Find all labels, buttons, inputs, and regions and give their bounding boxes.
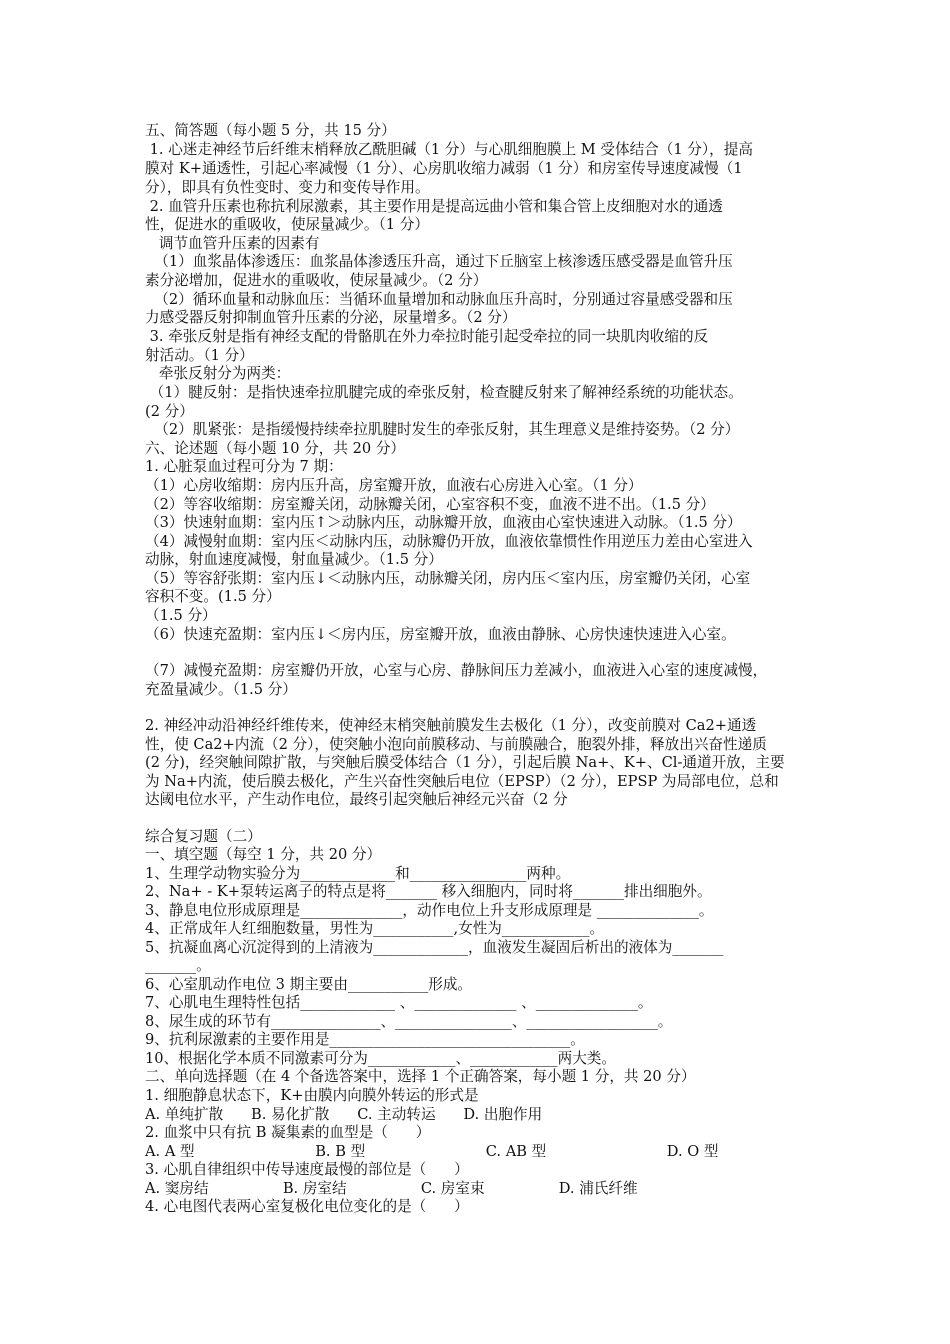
- options-line: A. A 型 B. B 型 C. AB 型 D. O 型: [145, 1143, 719, 1160]
- text-line: 3、静息电位形成原理是______________，动作电位上升支形成原理是 ______________。: [145, 902, 714, 919]
- question-line: 2. 血浆中只有抗 B 凝集素的血型是（ ）: [145, 1124, 431, 1141]
- text-line: （1）血浆晶体渗透压：血浆晶体渗透压升高，通过下丘脑室上核渗透压感受器是血管升压: [145, 253, 733, 270]
- text-line: 4、正常成年人红细胞数量，男性为___________,女性为____________。: [145, 920, 605, 937]
- text-line: (2 分）: [145, 403, 194, 420]
- text-line: 2. 神经冲动沿神经纤维传来，使神经末梢突触前膜发生去极化（1 分），改变前膜对 Ca2+通透: [145, 717, 757, 734]
- text-line: 7、心肌电生理特性包括_____________ 、______________ 、______________。: [145, 994, 653, 1011]
- text-line: （1）腱反射：是指快速牵拉肌腱完成的牵张反射，检查腱反射来了解神经系统的功能状态。: [145, 384, 743, 401]
- options-line: A. 窦房结 B. 房室结 C. 房室束 D. 浦氏纤维: [145, 1180, 638, 1197]
- text-line: 膜对 K+通透性，引起心率减慢（1 分）、心房肌收缩力减弱（1 分）和房室传导速度减慢（1: [145, 160, 743, 177]
- text-line: 容积不变。(1.5 分）: [145, 588, 281, 605]
- text-line: 6、心室肌动作电位 3 期主要由___________形成。: [145, 976, 473, 993]
- text-line: 射活动。（1 分）: [145, 347, 254, 364]
- text-line: 为 Na+内流，使后膜去极化，产生兴奋性突触后电位（EPSP）（2 分），EPSP 为局部电位，总和: [145, 773, 779, 790]
- text-line: 充盈量减少。（1.5 分）: [145, 681, 297, 698]
- text-line: （2）肌紧张：是指缓慢持续牵拉肌腱时发生的牵张反射，其生理意义是维持姿势。（2 分）: [145, 421, 740, 438]
- question-line: 3. 心肌自律组织中传导速度最慢的部位是（ ）: [145, 1161, 469, 1178]
- options-line: A. 单纯扩散 B. 易化扩散 C. 主动转运 D. 出胞作用: [145, 1106, 543, 1123]
- text-line: （1.5 分）: [145, 607, 217, 624]
- text-line: 分），即具有负性变时、变力和变传导作用。: [145, 179, 430, 196]
- text-line: 性，使 Ca2+内流（2 分），使突触小泡向前膜移动、与前膜融合，胞裂外排，释放出兴奋性递质: [145, 736, 767, 753]
- text-line: （1）心房收缩期：房内压升高，房室瓣开放，血液右心房进入心室。（1 分）: [145, 477, 643, 494]
- text-line: (2 分)，经突触间隙扩散，与突触后膜受体结合（1 分），引起后膜 Na+、K+、Cl-通道开放，主要: [145, 754, 785, 771]
- question-line: 4. 心电图代表两心室复极化电位变化的是（ ）: [145, 1198, 469, 1215]
- text-line: 1、生理学动物实验分为_____________和________________两种。: [145, 865, 571, 882]
- text-line: 2. 血管升压素也称抗利尿激素，其主要作用是提高远曲小管和集合管上皮细胞对水的通透: [145, 198, 723, 215]
- question-line: 1. 细胞静息状态下，K+由膜内向膜外转运的形式是: [145, 1087, 479, 1104]
- text-line: （5）等容舒张期：室内压↓＜动脉内压，动脉瓣关闭，房内压＜室内压，房室瓣仍关闭，心室: [145, 570, 751, 587]
- section-heading: 综合复习题（二）: [145, 828, 262, 845]
- text-line: 9、抗利尿激素的主要作用是_________________________________。: [145, 1031, 585, 1048]
- text-line: 动脉，射血速度减慢，射血量减少。（1.5 分）: [145, 551, 443, 568]
- section-heading: 五、简答题（每小题 5 分，共 15 分）: [145, 122, 396, 139]
- text-line: 1. 心迷走神经节后纤维末梢释放乙酰胆碱（1 分）与心肌细胞膜上 M 受体结合（1 分），提高: [145, 141, 753, 158]
- text-line: _______。: [145, 957, 211, 974]
- section-heading: 一、填空题（每空 1 分，共 20 分）: [145, 846, 382, 863]
- text-line: 5、抗凝血离心沉淀得到的上清液为_____________，血液发生凝固后析出的液体为_______: [145, 939, 724, 956]
- text-line: （6）快速充盈期：室内压↓＜房内压，房室瓣开放，血液由静脉、心房快速快速进入心室。: [145, 626, 736, 643]
- section-heading: 六、论述题（每小题 10 分，共 20 分）: [145, 440, 406, 457]
- text-line: 2、Na+ - K+泵转运离子的特点是将_______ 移入细胞内，同时将_______排出细胞外。: [145, 883, 712, 900]
- text-line: 8、尿生成的环节有_______________、________________、__________________。: [145, 1013, 673, 1030]
- text-line: 素分泌增加，促进水的重吸收，使尿量减少。（2 分）: [145, 272, 488, 289]
- text-line: （7）减慢充盈期：房室瓣仍开放，心室与心房、静脉间压力差减小，血液进入心室的速度减慢，: [145, 662, 768, 679]
- section-heading: 二、单向选择题（在 4 个备选答案中，选择 1 个正确答案，每小题 1 分，共 20 分）: [145, 1068, 696, 1085]
- text-line: （3）快速射血期：室内压↑＞动脉内压，动脉瓣开放，血液由心室快速进入动脉。（1.5 分）: [145, 514, 742, 531]
- text-line: （2）等容收缩期：房室瓣关闭，动脉瓣关闭，心室容积不变，血液不进不出。（1.5 分）: [145, 496, 715, 513]
- text-line: 1. 心脏泵血过程可分为 7 期：: [145, 458, 343, 475]
- text-line: （4）减慢射血期：室内压＜动脉内压，动脉瓣仍开放，血液依靠惯性作用逆压力差由心室进入: [145, 533, 753, 550]
- text-line: （2）循环血量和动脉血压：当循环血量增加和动脉血压升高时，分别通过容量感受器和压: [145, 291, 733, 308]
- text-line: 达阈电位水平，产生动作电位，最终引起突触后神经元兴奋（2 分: [145, 791, 568, 808]
- text-line: 调节血管升压素的因素有: [145, 235, 320, 252]
- text-line: 3. 牵张反射是指有神经支配的骨骼肌在外力牵拉时能引起受牵拉的同一块肌肉收缩的反: [145, 328, 709, 345]
- text-line: 力感受器反射抑制血管升压素的分泌，尿量增多。（2 分）: [145, 309, 517, 326]
- text-line: 10、根据化学本质不同激素可分为____________、____________两大类。: [145, 1050, 616, 1067]
- text-line: 性，促进水的重吸收，使尿量减少。（1 分）: [145, 216, 429, 233]
- text-line: 牵张反射分为两类：: [145, 365, 291, 382]
